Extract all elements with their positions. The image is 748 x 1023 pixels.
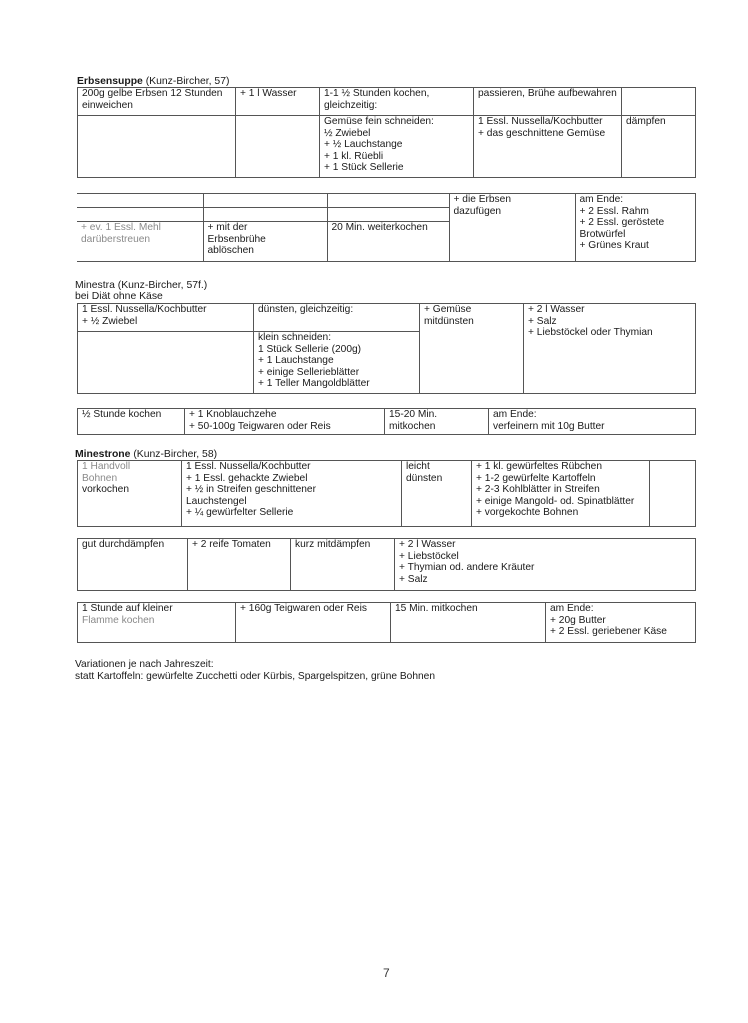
line: 1 Stück Sellerie (200g) — [258, 343, 362, 355]
erbsensuppe-title-ref: (Kunz-Bircher, 57) — [142, 76, 230, 87]
line: Bohnen — [82, 472, 118, 484]
line: Erbsenbrühe — [207, 233, 266, 245]
line: + 1-2 gewürfelte Kartoffeln — [476, 472, 596, 484]
variations-text: statt Kartoffeln: gewürfelte Zucchetti oder Kürbis, Spargelspitzen, grüne Bohnen — [75, 671, 435, 682]
line: + ½ in Streifen geschnittener — [186, 484, 316, 496]
minestrone-table-2 — [77, 538, 696, 591]
line: dazufügen — [453, 205, 502, 217]
cell: ½ Stunde kochen — [78, 409, 185, 435]
line: + 1 kl. gewürfeltes Rübchen — [476, 461, 603, 472]
table-row — [78, 88, 696, 116]
cell: 1-1 ½ Stunden kochen, gleichzeitig: — [320, 88, 474, 116]
line: am Ende: — [550, 603, 594, 614]
line: + 20g Butter — [550, 614, 606, 626]
line: 1 Essl. Nussella/Kochbutter — [82, 304, 207, 315]
line: Brotwürfel — [579, 228, 626, 240]
line: + ¼ gewürfelter Sellerie — [186, 507, 294, 519]
cell — [254, 332, 420, 394]
cell — [449, 194, 575, 262]
line: + einige Sellerieblätter — [258, 366, 360, 378]
cell — [78, 603, 236, 643]
erbsensuppe-table-2 — [77, 193, 696, 262]
cell-empty — [77, 194, 203, 208]
erbsensuppe-table-1 — [77, 87, 696, 178]
line: 1 Essl. Nussella/Kochbutter — [186, 461, 311, 472]
cell — [622, 88, 696, 116]
cell — [524, 304, 696, 394]
erbsensuppe-title-name: Erbsensuppe — [77, 76, 143, 87]
line: + 1 Essl. gehackte Zwiebel — [186, 472, 308, 484]
cell-empty — [77, 208, 203, 222]
cell — [489, 409, 656, 435]
line: ablöschen — [207, 245, 254, 257]
table-row — [78, 304, 696, 332]
line: + 1 Teller Mangoldblätter — [258, 378, 370, 390]
minestrone-title — [75, 449, 217, 461]
line: Gemüse fein schneiden: — [324, 116, 434, 127]
line: mitkochen — [389, 420, 436, 432]
cell: kurz mitdämpfen — [291, 539, 395, 591]
line: + Grünes Kraut — [579, 240, 649, 252]
line: + 2 Essl. geriebener Käse — [550, 626, 667, 638]
cell — [420, 304, 524, 394]
line: + 1 kl. Rüebli — [324, 150, 384, 162]
line: + 1 Lauchstange — [258, 355, 334, 367]
line: darüberstreuen — [81, 233, 151, 245]
table-row — [78, 116, 696, 178]
cell: dämpfen — [622, 116, 696, 178]
line: am Ende: — [579, 194, 624, 205]
line: + 50-100g Teigwaren oder Reis — [189, 420, 331, 432]
minestra-table-1 — [77, 303, 696, 394]
line: + 2 Essl. Rahm — [579, 205, 649, 217]
cell — [78, 304, 254, 332]
line: + einige Mangold- od. Spinatblätter — [476, 495, 635, 507]
table-row — [78, 603, 696, 643]
line: + Salz — [399, 573, 428, 585]
line: + ½ Zwiebel — [82, 315, 138, 327]
line: Lauchstengel — [186, 495, 247, 507]
line: dünsten — [406, 472, 443, 484]
minestrone-table-3 — [77, 602, 696, 643]
cell: + 1 l Wasser — [236, 88, 320, 116]
cell — [472, 461, 650, 527]
line: + das geschnittene Gemüse — [478, 127, 606, 139]
line: + 1 Stück Sellerie — [324, 162, 404, 174]
cell-empty — [327, 194, 449, 208]
minestrone-title-ref: (Kunz-Bircher, 58) — [130, 449, 218, 460]
table-row — [78, 539, 696, 591]
cell — [402, 461, 472, 527]
page-number: 7 — [383, 966, 390, 980]
line: + die Erbsen — [453, 194, 511, 205]
line: + Salz — [528, 315, 557, 327]
cell: passieren, Brühe aufbewahren — [474, 88, 622, 116]
minestra-table-2 — [77, 408, 696, 435]
table-row — [78, 461, 696, 527]
line: 1 Handvoll — [82, 461, 131, 472]
cell — [474, 116, 622, 178]
line: 15-20 Min. — [389, 409, 438, 420]
line: + 2 l Wasser — [528, 304, 585, 315]
cell: + 160g Teigwaren oder Reis — [236, 603, 391, 643]
cell-empty — [327, 208, 449, 222]
line: 1 Stunde auf kleiner — [82, 603, 173, 614]
cell — [203, 222, 327, 262]
line: + 1 Knoblauchzehe — [189, 409, 277, 420]
cell-empty — [203, 208, 327, 222]
cell — [185, 409, 385, 435]
cell-empty — [203, 194, 327, 208]
line: + ev. 1 Essl. Mehl — [81, 222, 161, 233]
cell-empty — [78, 332, 254, 394]
minestrone-table-1 — [77, 460, 696, 527]
line: + Liebstöckel — [399, 550, 459, 562]
cell — [78, 461, 182, 527]
cell: gut durchdämpfen — [78, 539, 188, 591]
line: + 2-3 Kohlblätter in Streifen — [476, 484, 600, 496]
cell — [546, 603, 696, 643]
cell-empty — [78, 116, 236, 178]
table-row — [78, 409, 696, 435]
line: klein schneiden: — [258, 332, 332, 343]
cell-empty — [656, 409, 696, 435]
line: 1 Essl. Nussella/Kochbutter — [478, 116, 603, 127]
cell: 15 Min. mitkochen — [391, 603, 546, 643]
line: leicht — [406, 461, 430, 472]
cell: 20 Min. weiterkochen — [327, 222, 449, 262]
line: + Liebstöckel oder Thymian — [528, 327, 653, 339]
minestra-title: Minestra (Kunz-Bircher, 57f.) — [75, 280, 208, 291]
cell — [575, 194, 695, 262]
erbsensuppe-title — [77, 76, 229, 88]
line: + ½ Lauchstange — [324, 139, 403, 151]
line: + 2 Essl. geröstete — [579, 217, 665, 229]
table-row — [77, 194, 695, 208]
line: ½ Zwiebel — [324, 127, 371, 139]
cell — [395, 539, 696, 591]
cell: 200g gelbe Erbsen 12 Stunden einweichen — [78, 88, 236, 116]
cell-empty — [650, 461, 696, 527]
line: + Gemüse — [424, 304, 472, 315]
cell — [385, 409, 489, 435]
cell: + 2 reife Tomaten — [188, 539, 291, 591]
variations-heading: Variationen je nach Jahreszeit: — [75, 659, 214, 670]
line: mitdünsten — [424, 315, 474, 327]
line: + vorgekochte Bohnen — [476, 507, 579, 519]
line: verfeinern mit 10g Butter — [493, 420, 605, 432]
line: + Thymian od. andere Kräuter — [399, 562, 535, 574]
cell: dünsten, gleichzeitig: — [254, 304, 420, 332]
line: + 2 l Wasser — [399, 539, 456, 550]
minestra-subtitle: bei Diät ohne Käse — [75, 291, 163, 302]
minestrone-title-name: Minestrone — [75, 449, 131, 460]
line: Flamme kochen — [82, 614, 155, 626]
cell — [182, 461, 402, 527]
cell-empty — [236, 116, 320, 178]
cell — [320, 116, 474, 178]
line: vorkochen — [82, 484, 130, 496]
line: + mit der — [207, 222, 248, 233]
cell — [77, 222, 203, 262]
line: am Ende: — [493, 409, 537, 420]
